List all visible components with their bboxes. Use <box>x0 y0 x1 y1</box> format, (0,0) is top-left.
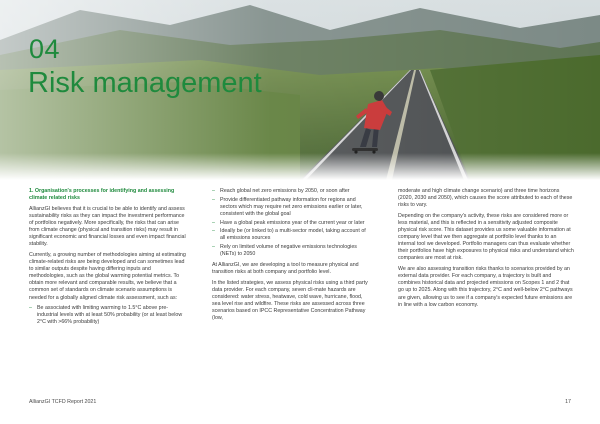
paragraph: In the listed strategies, we assess physical risks using a third party data provider. For each company, seven cli-mate hazards are considered: water stress, heatwave, cold wave, hurricane, flood, sea level rise and wildfire. These risks are assessed across three scenarios based on IPCC Representative Concentration Pathway (low, <box>212 279 368 322</box>
bullet-list <box>29 305 187 326</box>
list-item <box>212 188 370 195</box>
dash-bullet-icon: – <box>212 244 215 251</box>
list-item <box>212 197 370 218</box>
page-number: 17 <box>565 399 571 405</box>
paragraph: Depending on the company's activity, these risks are considered more or less material, and this is reflected in a sensitivity adjusted composite physical risk score. This dataset provides us some valuable information at company level that we then aggregate at portfolio level thanks to an internal tool we developed. Portfolio managers can thus evaluate whether their portfolios have high exposures to physical risks and understand which companies are most at risk. <box>398 212 574 262</box>
list-item-text: Provide differentiated pathway information for regions and sectors which may require net zero emissions earlier or later, consistent with the global goal <box>220 196 363 217</box>
list-item <box>212 228 370 242</box>
list-item-text: Reach global net zero emissions by 2050, or soon after <box>220 188 350 194</box>
chapter-number: 04 <box>29 34 61 64</box>
text-column-2 <box>212 188 370 326</box>
list-item-text: Have a global peak emissions year of the current year or later <box>220 219 365 226</box>
list-item-text: Rely on limited volume of negative emissions technologies (NETs) to 2050 <box>220 244 357 258</box>
dash-bullet-icon: – <box>212 219 215 226</box>
list-item-text: Be associated with limiting warming to 1.5°C above pre-industrial levels with at least 50% probability (or at least below 2°C with >66% probability) <box>37 305 183 326</box>
paragraph: moderate and high climate change scenario) and three time horizons (2020, 2030 and 2050), which causes the score attributed to each of these risks to vary. <box>398 188 573 209</box>
paragraph: We are also assessing transition risks thanks to scenarios provided by an external data provider. For each company, a trajectory is built and combines historical data and projected emissions on Scopes 1 and 2 that go up to 2025. Along with this trajectory, 2°C and well-below 2°C pathways are given, allowing us to see if a company's expected future emissions are in line with a low carbon economy. <box>398 266 573 308</box>
text-column-3 <box>398 188 574 312</box>
dash-bullet-icon: – <box>29 305 32 312</box>
bullet-list <box>212 188 370 258</box>
list-item-text: Ideally be (or linked to) a multi-sector model, taking account of all emissions sources <box>220 228 366 242</box>
paragraph: AllianzGI believes that it is crucial to be able to identify and assess sustainability risks as they can impact the investment performance of portfolios negatively. More specifically, the risks that can arise from climate change (physical and transition risks) may result in significant economic and financial losses and even impact financial stability. <box>29 205 186 248</box>
text-column-1 <box>29 188 187 330</box>
paragraph: Currently, a growing number of methodologies aiming at estimating climate-related risks are being developed and can sometimes lead to similar outputs despite having differing inputs and methodologies, such as the global warming potential metrics. To obtain more relevant and comparable results, we believe that a common set of standards on climate scenario assumptions is needed for a globally aligned climate risk assessment, such as: <box>29 251 186 301</box>
chapter-title: Risk management <box>28 67 262 99</box>
list-item <box>29 305 187 326</box>
dash-bullet-icon: – <box>212 188 215 194</box>
dash-bullet-icon: – <box>212 228 215 235</box>
section-heading: 1. Organisation's processes for identifying and assessing climate related risks <box>29 188 175 202</box>
list-item <box>212 244 370 258</box>
report-name: AllianzGI TCFD Report 2021 <box>29 399 97 405</box>
list-item <box>212 220 370 227</box>
paragraph: At AllianzGI, we are developing a tool to measure physical and transition risks at both company and portfolio level. <box>212 261 359 275</box>
dash-bullet-icon: – <box>212 196 215 203</box>
